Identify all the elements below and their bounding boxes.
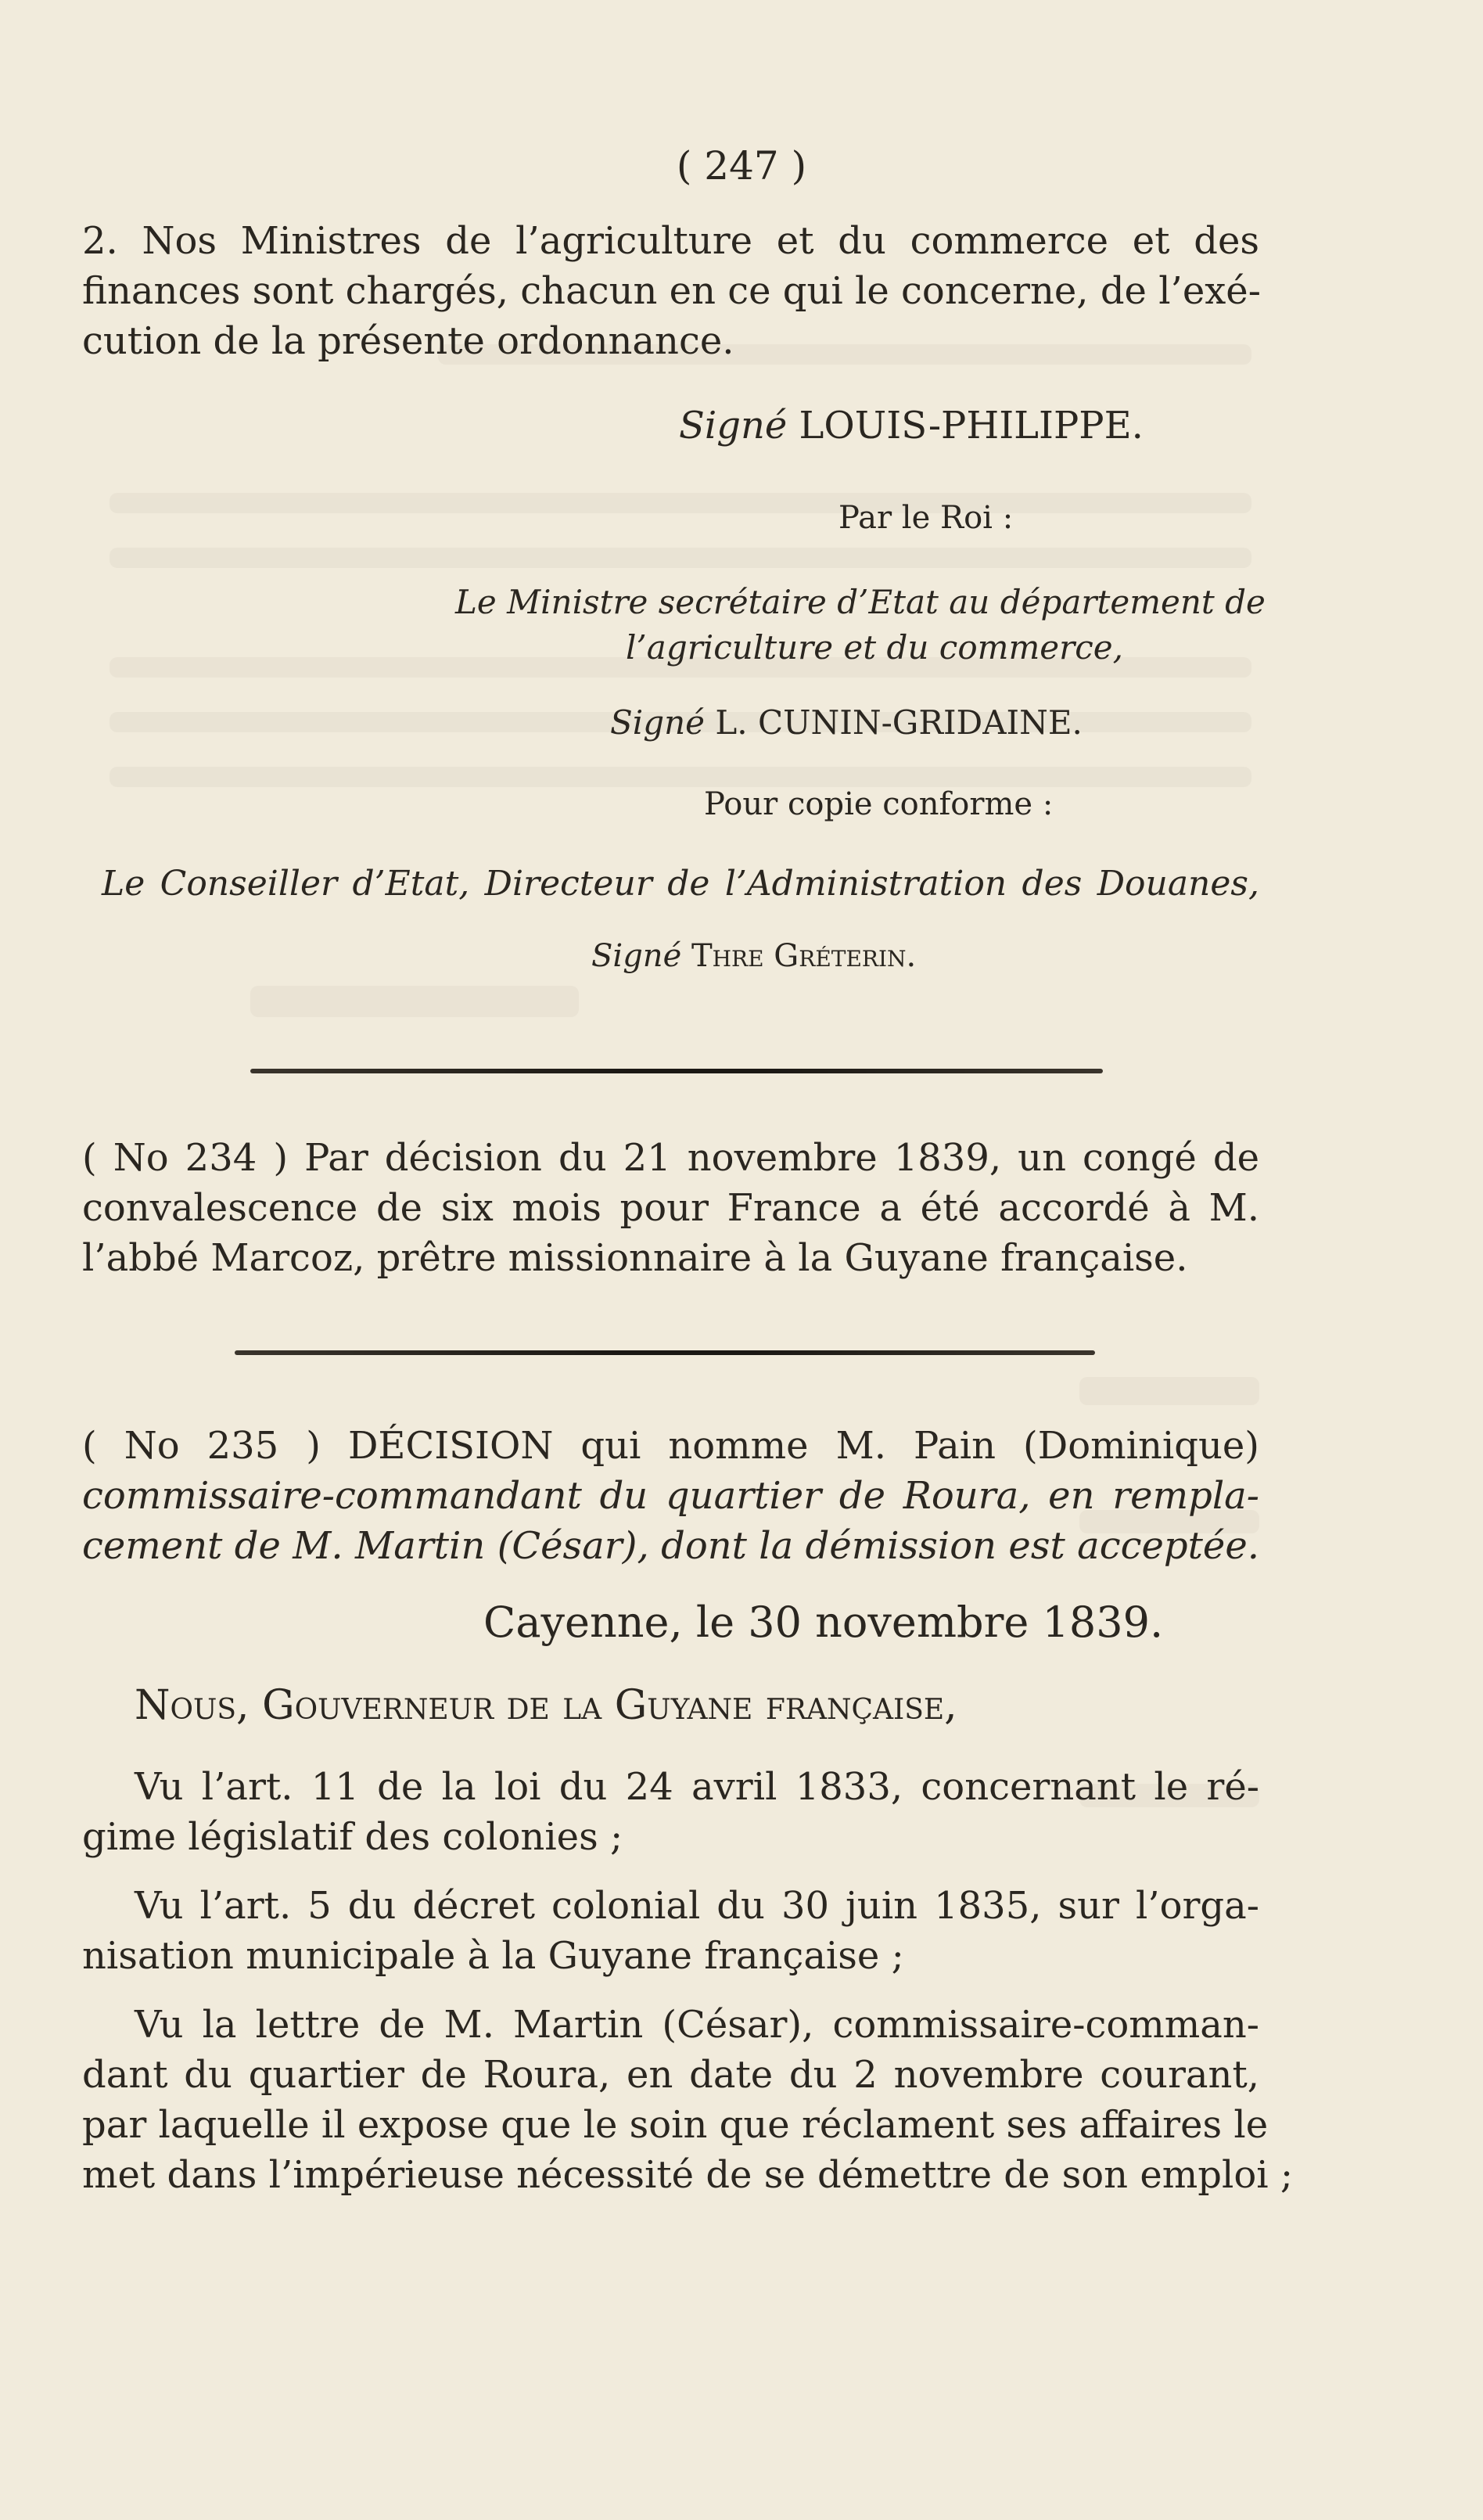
section-divider-rule: [235, 1350, 1095, 1355]
conseiller-title: Le Conseiller d’Etat, Directeur de l’Administration des Douanes,: [102, 864, 1259, 904]
decision-234-line-3: l’abbé Marcoz, prêtre missionnaire à la Guyane française.: [82, 1236, 1188, 1280]
vu-3-line-4: met dans l’impérieuse nécessité de se démettre de son emploi ;: [82, 2153, 1294, 2197]
vu-2-line-1: Vu l’art. 5 du décret colonial du 30 juin 1835, sur l’orga-: [135, 1884, 1259, 1928]
article-2-line-1: 2. Nos Ministres de l’agriculture et du commerce et des: [82, 219, 1259, 263]
pour-copie-conforme: Pour copie conforme :: [704, 786, 1054, 822]
article-2-line-2: finances sont chargés, chacun en ce qui le concerne, de l’exé-: [82, 269, 1261, 313]
signe-label: Signé: [679, 404, 788, 448]
vu-2-line-2: nisation municipale à la Guyane française ;: [82, 1934, 904, 1978]
article-2-line-3: cution de la présente ordonnance.: [82, 319, 734, 363]
signature-cunin-gridaine: [610, 698, 1083, 748]
signature-greterin: [591, 931, 916, 981]
ministre-title-line-2: l’agriculture et du commerce,: [626, 628, 1123, 667]
vu-3-line-1: Vu la lettre de M. Martin (César), commissaire-comman-: [135, 2003, 1259, 2047]
signatory-name: LOUIS-PHILIPPE.: [799, 404, 1144, 448]
date-line: Cayenne, le 30 novembre 1839.: [483, 1598, 1164, 1647]
signature-louis-philippe: [679, 401, 1144, 451]
signatory-name: L. CUNIN-GRIDAINE.: [715, 703, 1083, 742]
vu-1-line-1: Vu l’art. 11 de la loi du 24 avril 1833, concernant le ré-: [135, 1765, 1259, 1809]
signe-label: Signé: [591, 938, 682, 974]
decision-235-heading-line-1: ( No 235 ) DÉCISION qui nomme M. Pain (Dominique): [82, 1424, 1259, 1468]
decision-234-line-1: ( No 234 ) Par décision du 21 novembre 1839, un congé de: [82, 1136, 1259, 1180]
signe-label: Signé: [610, 703, 705, 742]
section-divider-rule: [250, 1069, 1103, 1073]
page-number: ( 247 ): [676, 143, 807, 189]
vu-3-line-2: dant du quartier de Roura, en date du 2 novembre courant,: [82, 2053, 1259, 2097]
par-le-roi: Par le Roi :: [838, 500, 1014, 536]
decision-234-line-2: convalescence de six mois pour France a été accordé à M.: [82, 1186, 1259, 1230]
vu-1-line-2: gime législatif des colonies ;: [82, 1815, 623, 1859]
vu-3-line-3: par laquelle il expose que le soin que réclament ses affaires le: [82, 2103, 1269, 2147]
decision-235-heading-line-2: commissaire-commandant du quartier de Roura, en rempla-: [82, 1474, 1259, 1518]
signatory-name: Thre Gréterin.: [691, 938, 917, 974]
ministre-title-line-1: Le Ministre secrétaire d’Etat au département de: [455, 583, 1266, 621]
decision-235-heading-line-3: cement de M. Martin (César), dont la démission est acceptée.: [82, 1524, 1259, 1568]
preamble-nous: Nous, Gouverneur de la Guyane française,: [135, 1682, 957, 1729]
